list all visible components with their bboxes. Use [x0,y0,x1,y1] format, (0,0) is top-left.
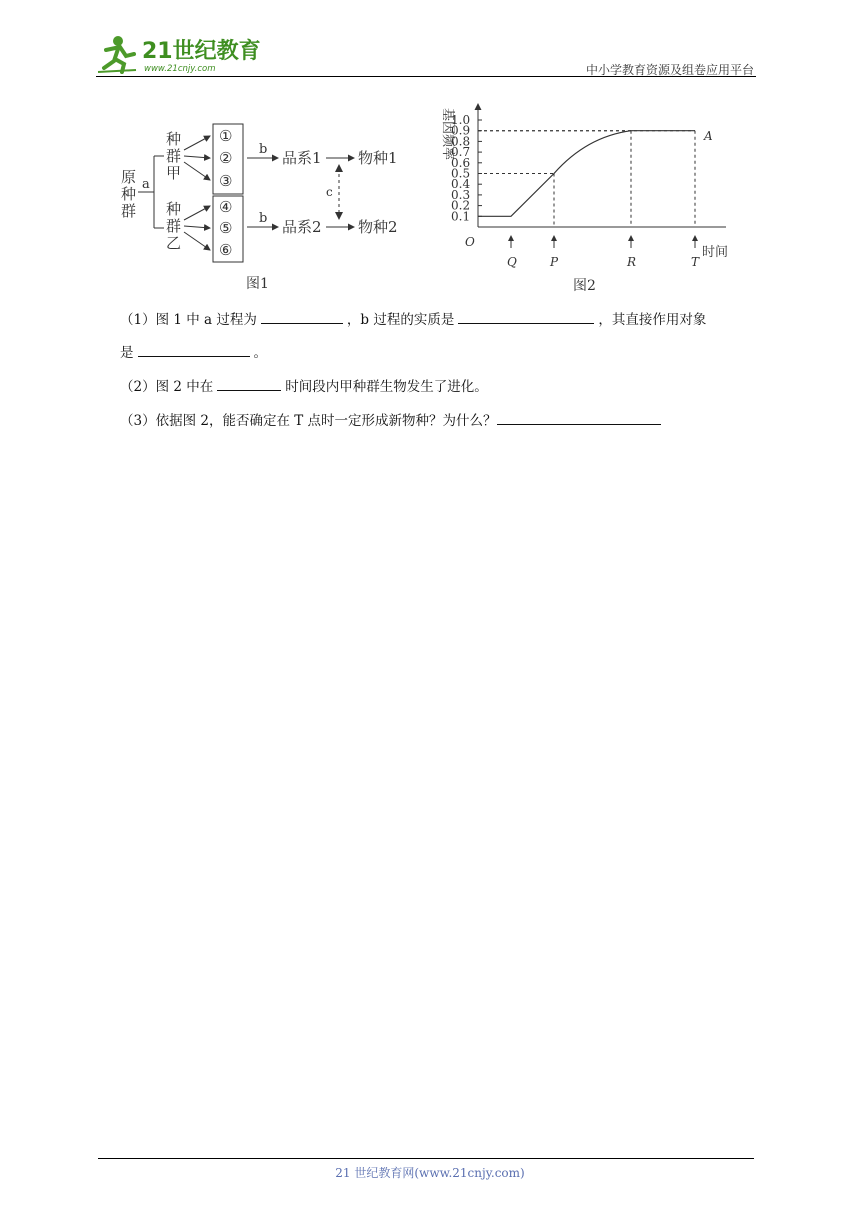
y-tick-label: 0.5 [451,166,471,181]
y-tick-label: 1.0 [451,113,471,127]
q2-prefix: （2）图 2 中在 [120,379,214,395]
q1-blank-1[interactable] [261,309,343,324]
platform-name: 中小学教育资源及组卷应用平台 [585,63,754,77]
circle-2: ② [219,149,233,167]
q1-line2-prefix: 是 [120,345,134,361]
x-axis-label: 时间 [702,245,729,260]
y-tick-label: 0.2 [451,198,471,213]
species-1: 物种1 [358,149,398,167]
q1-mid: ，b 过程的实质是 [346,312,455,328]
figure-2-caption: 图2 [573,278,596,294]
y-axis-label: 基因频率 [440,108,455,161]
footer-text: 21 世纪教育网(www.21cnjy.com) [335,1166,525,1180]
y-tick-label: 0.9 [451,123,471,138]
x-marker-arrowhead [628,235,634,241]
q1-line2-suffix: 。 [253,345,267,361]
process-b-label-top: b [259,142,268,157]
y-tick-label: 0.6 [451,155,471,170]
q1-blank-2[interactable] [458,309,594,324]
point-a-label: A [704,129,713,143]
figure-1 [116,106,416,296]
origin-label-1: 原 [121,168,137,186]
footer-divider [98,1158,754,1159]
circle-1: ① [219,127,233,145]
y-tick-label: 0.4 [451,177,471,192]
strain-2: 品系2 [282,218,322,236]
origin-label: O [465,235,475,249]
q2-suffix: 时间段内甲种群生物发生了进化。 [285,379,488,395]
strain-1: 品系1 [282,149,322,167]
q3-text: （3）依据图 2，能否确定在 T 点时一定形成新物种？为什么？ [120,413,497,429]
species-2: 物种2 [358,218,398,236]
y-tick-label: 0.8 [451,134,471,149]
q1-suffix: ，其直接作用对象 [598,312,707,328]
page-header [96,30,756,78]
x-marker-arrowhead [551,235,557,241]
process-b-label-bottom: b [259,211,268,226]
x-marker-label: P [550,255,559,269]
x-marker-arrowhead [692,235,698,241]
x-marker-label: R [627,255,637,269]
pop-yi-2: 群 [166,217,182,235]
pop-yi-3: 乙 [166,234,182,252]
process-a-label: a [142,177,150,192]
logo [96,34,266,74]
runner-icon [98,36,136,72]
circle-5: ⑤ [219,219,233,237]
question-3 [120,410,665,431]
question-1-line-2 [120,342,267,363]
pop-jia-1: 种 [166,130,182,148]
pop-jia-3: 甲 [166,164,182,182]
y-tick-label: 0.7 [451,145,471,160]
question-1 [120,309,706,330]
q3-blank[interactable] [497,410,661,425]
circle-6: ⑥ [219,241,233,259]
figure-2 [430,100,740,300]
origin-label-2: 种 [121,185,137,203]
split-bracket [138,156,164,228]
y-tick-label: 0.1 [451,209,471,224]
origin-label-3: 群 [121,202,137,220]
logo-url: www.21cnjy.com [144,64,216,74]
circle-3: ③ [219,172,233,190]
pop-jia-2: 群 [166,147,182,165]
figure-1-caption: 图1 [246,276,269,292]
y-tick-label: 0.3 [451,187,471,202]
logo-text: 21世纪教育 [142,39,261,64]
q1-blank-3[interactable] [138,342,250,357]
x-marker-label: Q [507,255,517,269]
header-divider [96,76,756,77]
x-marker-arrowhead [508,235,514,241]
x-marker-label: T [691,255,700,269]
process-c-label: c [326,185,333,199]
pop-yi-1: 种 [166,200,182,218]
question-2 [120,376,488,397]
circle-4: ④ [219,198,233,216]
q2-blank[interactable] [217,376,281,391]
q1-prefix: （1）图 1 中 a 过程为 [120,312,257,328]
